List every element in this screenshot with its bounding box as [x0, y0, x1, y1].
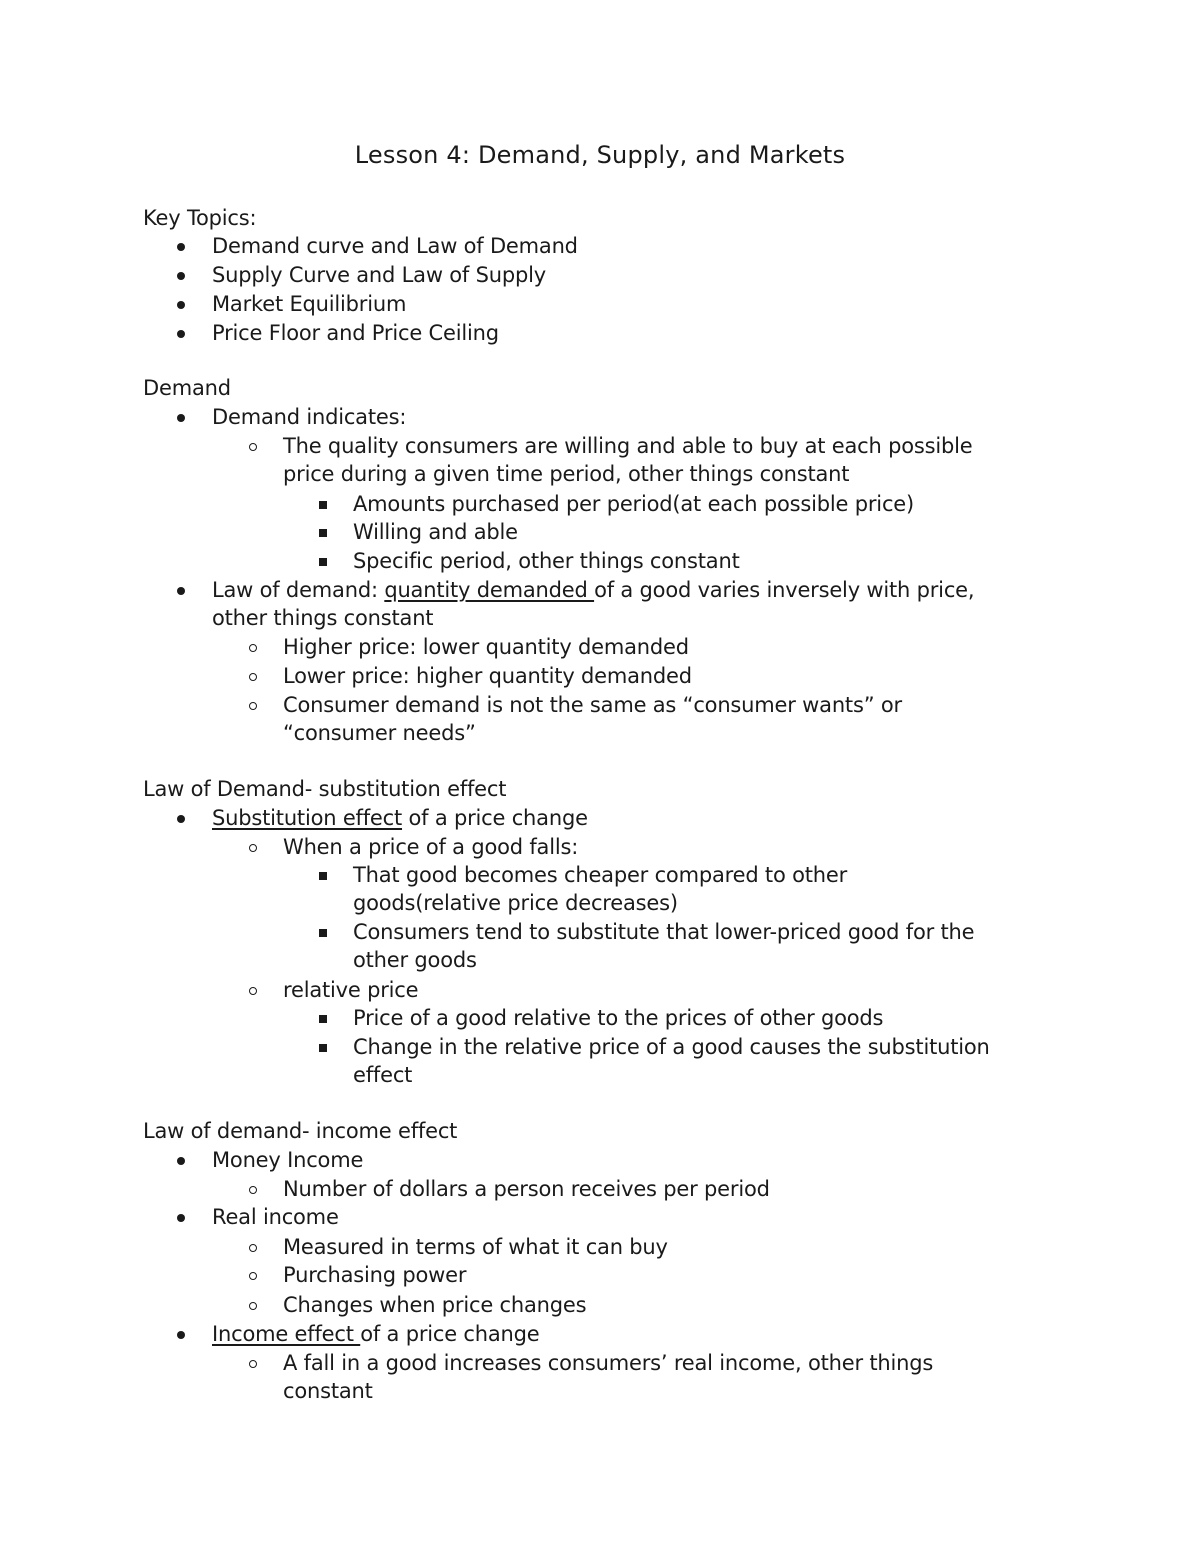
bullet-square-icon: [319, 501, 327, 509]
bullet-circle-icon: [249, 644, 257, 652]
bullet-circle-icon: [249, 702, 257, 710]
bullet-dot-icon: [177, 1157, 185, 1165]
bullet-square-icon: [319, 1044, 327, 1052]
list-item: When a price of a good falls:: [283, 835, 579, 859]
list-item: [212, 1320, 540, 1348]
list-item: A fall in a good increases consumers’ real income, other things: [283, 1351, 934, 1375]
bullet-dot-icon: [177, 1331, 185, 1339]
list-item: Willing and able: [353, 520, 518, 544]
list-item: Demand curve and Law of Demand: [212, 234, 578, 258]
list-item-continuation: price during a given time period, other things constant: [283, 462, 850, 486]
list-item: Real income: [212, 1205, 339, 1229]
bullet-dot-icon: [177, 272, 185, 280]
law-of-demand-text: of a good varies inversely with price,: [594, 578, 975, 602]
list-item-continuation: goods(relative price decreases): [353, 891, 678, 915]
list-item: Market Equilibrium: [212, 292, 407, 316]
income-heading: Law of demand- income effect: [143, 1119, 458, 1143]
list-item: Amounts purchased per period(at each possible price): [353, 492, 914, 516]
list-item: The quality consumers are willing and able to buy at each possible: [283, 434, 973, 458]
list-item: Price of a good relative to the prices of other goods: [353, 1006, 884, 1030]
income-effect-term: Income effect: [212, 1322, 361, 1346]
bullet-circle-icon: [249, 443, 257, 451]
list-item-continuation: “consumer needs”: [283, 721, 476, 745]
bullet-square-icon: [319, 529, 327, 537]
income-effect-text: of a price change: [360, 1322, 540, 1346]
bullet-circle-icon: [249, 1272, 257, 1280]
list-item: Higher price: lower quantity demanded: [283, 635, 689, 659]
list-item: Demand indicates:: [212, 405, 407, 429]
bullet-dot-icon: [177, 301, 185, 309]
list-item-continuation: effect: [353, 1063, 413, 1087]
list-item: Change in the relative price of a good causes the substitution: [353, 1035, 990, 1059]
key-topics-heading: Key Topics:: [143, 206, 257, 230]
bullet-circle-icon: [249, 844, 257, 852]
bullet-circle-icon: [249, 1302, 257, 1310]
bullet-dot-icon: [177, 414, 185, 422]
bullet-dot-icon: [177, 587, 185, 595]
bullet-square-icon: [319, 558, 327, 566]
list-item-continuation: other goods: [353, 948, 477, 972]
bullet-dot-icon: [177, 243, 185, 251]
bullet-dot-icon: [177, 815, 185, 823]
list-item: Supply Curve and Law of Supply: [212, 263, 546, 287]
list-item: relative price: [283, 978, 419, 1002]
bullet-square-icon: [319, 872, 327, 880]
list-item: Number of dollars a person receives per period: [283, 1177, 770, 1201]
law-of-demand-label: Law of demand:: [212, 578, 385, 602]
list-item-continuation: constant: [283, 1379, 373, 1403]
list-item: That good becomes cheaper compared to other: [353, 863, 848, 887]
substitution-heading: Law of Demand- substitution effect: [143, 777, 507, 801]
quantity-demanded-term: quantity demanded: [384, 578, 595, 602]
list-item: [212, 576, 974, 604]
substitution-effect-text: of a price change: [402, 806, 588, 830]
bullet-square-icon: [319, 929, 327, 937]
list-item: Money Income: [212, 1148, 364, 1172]
bullet-circle-icon: [249, 1360, 257, 1368]
bullet-square-icon: [319, 1015, 327, 1023]
page-title: Lesson 4: Demand, Supply, and Markets: [354, 141, 846, 169]
bullet-circle-icon: [249, 987, 257, 995]
list-item: Changes when price changes: [283, 1293, 587, 1317]
list-item: Lower price: higher quantity demanded: [283, 664, 692, 688]
bullet-dot-icon: [177, 1214, 185, 1222]
bullet-circle-icon: [249, 1244, 257, 1252]
bullet-circle-icon: [249, 673, 257, 681]
list-item: Consumer demand is not the same as “consumer wants” or: [283, 693, 902, 717]
bullet-circle-icon: [249, 1186, 257, 1194]
demand-heading: Demand: [143, 376, 231, 400]
substitution-effect-term: Substitution effect: [212, 806, 403, 830]
list-item: Purchasing power: [283, 1263, 467, 1287]
list-item: Measured in terms of what it can buy: [283, 1235, 668, 1259]
list-item-continuation: other things constant: [212, 606, 434, 630]
bullet-dot-icon: [177, 330, 185, 338]
list-item: Price Floor and Price Ceiling: [212, 321, 499, 345]
list-item: Specific period, other things constant: [353, 549, 740, 573]
list-item: [212, 804, 588, 832]
list-item: Consumers tend to substitute that lower-priced good for the: [353, 920, 975, 944]
